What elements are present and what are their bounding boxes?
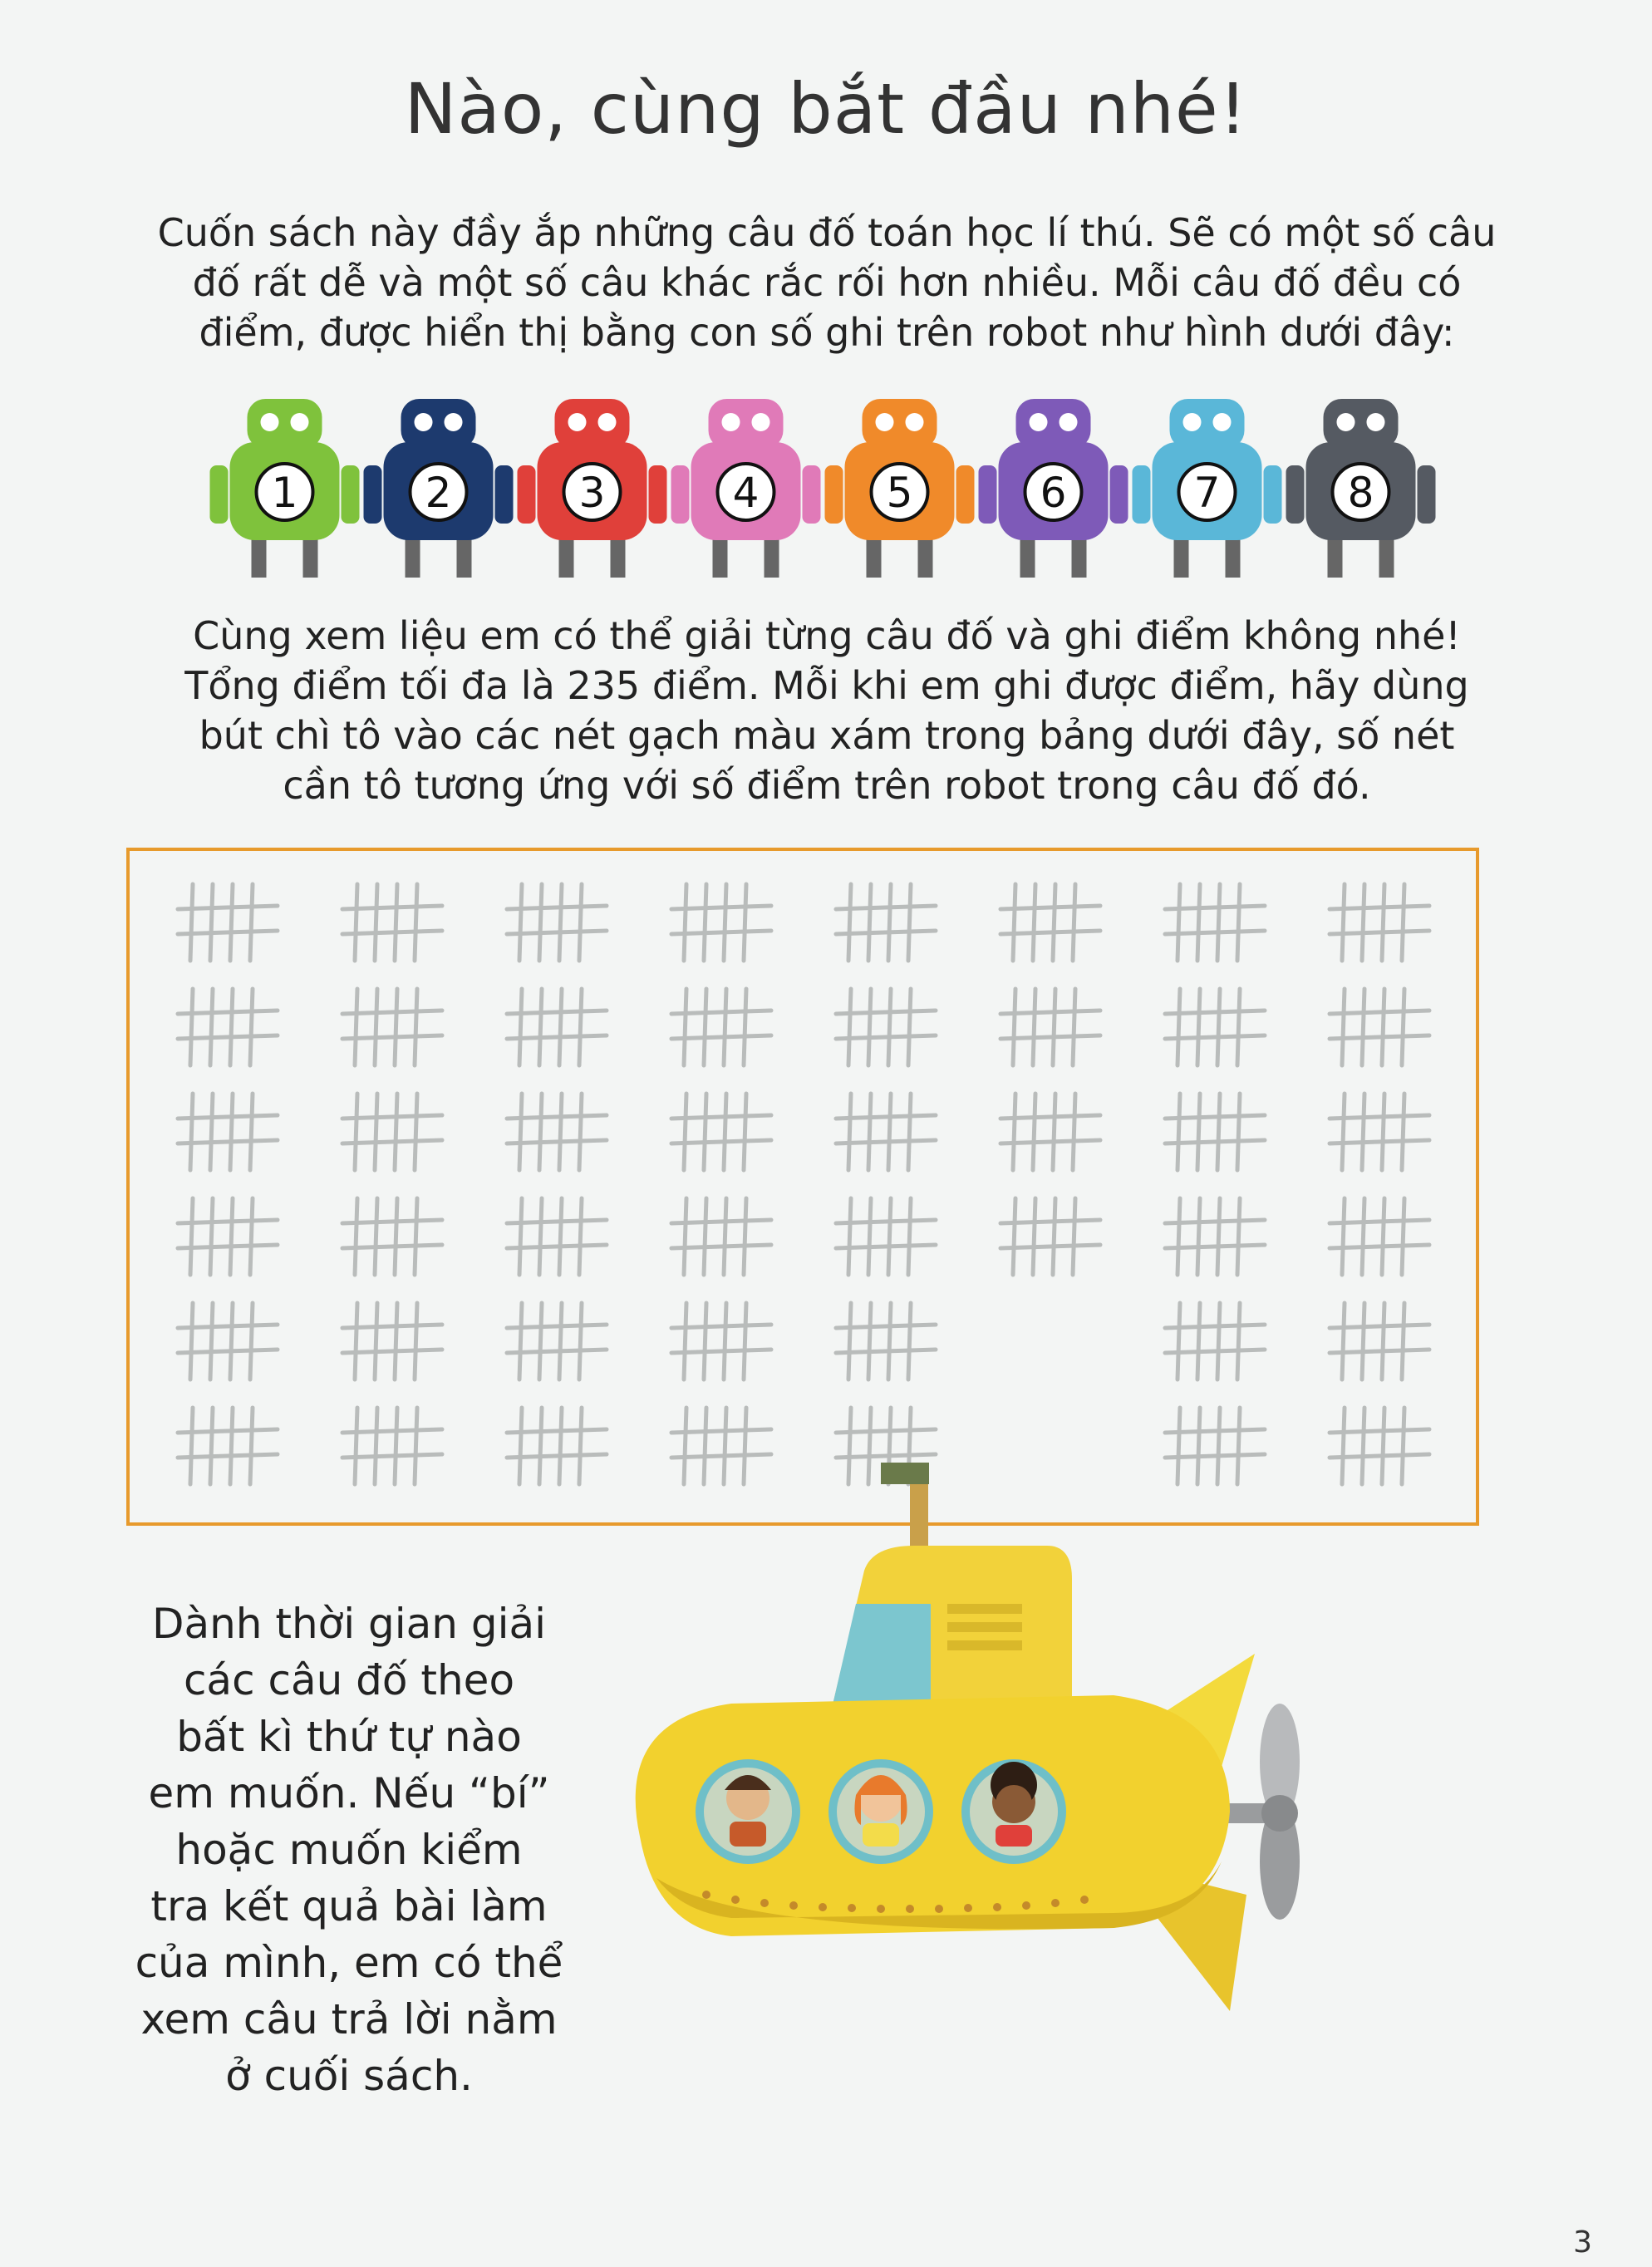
tally-stroke bbox=[1178, 1198, 1180, 1275]
tally-stroke bbox=[888, 989, 891, 1065]
tally-stroke bbox=[1073, 1198, 1075, 1275]
tally-stroke bbox=[210, 1198, 213, 1275]
tally-mark-group bbox=[507, 989, 607, 1065]
tally-stroke bbox=[1217, 1094, 1220, 1170]
tally-stroke bbox=[210, 989, 213, 1065]
tally-stroke bbox=[579, 1303, 582, 1379]
tally-stroke bbox=[848, 884, 851, 961]
tally-stroke bbox=[579, 989, 582, 1065]
tally-mark-group bbox=[507, 1198, 607, 1275]
tally-stroke bbox=[1053, 1094, 1055, 1170]
tally-stroke bbox=[230, 884, 233, 961]
scoring-paragraph bbox=[125, 611, 1529, 810]
tally-stroke bbox=[190, 1303, 193, 1379]
tally-mark-group bbox=[1165, 1303, 1265, 1379]
tally-stroke bbox=[1362, 1198, 1364, 1275]
tally-mark-group bbox=[342, 884, 442, 961]
tally-stroke bbox=[724, 1094, 726, 1170]
tip-line: hoặc muốn kiểm bbox=[175, 1826, 523, 1874]
tally-stroke bbox=[190, 1408, 193, 1484]
tally-stroke bbox=[1073, 989, 1075, 1065]
tally-mark-group bbox=[671, 1198, 771, 1275]
tip-line: của mình, em có thể bbox=[135, 1939, 563, 1987]
tally-stroke bbox=[848, 1198, 851, 1275]
intro-line: điểm, được hiển thị bằng con số ghi trên robot như hình dưới đây: bbox=[199, 310, 1455, 355]
tally-stroke bbox=[1342, 1094, 1345, 1170]
robot-number-label: 5 bbox=[886, 469, 913, 517]
tally-stroke bbox=[355, 1408, 357, 1484]
tally-stroke bbox=[539, 1198, 542, 1275]
tally-stroke bbox=[579, 1198, 582, 1275]
tally-stroke bbox=[519, 1408, 522, 1484]
tally-stroke bbox=[1217, 1303, 1220, 1379]
tally-stroke bbox=[1217, 989, 1220, 1065]
tally-stroke bbox=[848, 989, 851, 1065]
tally-mark-group bbox=[671, 1094, 771, 1170]
scoring-line: Cùng xem liệu em có thể giải từng câu đố và ghi điểm không nhé! bbox=[193, 613, 1461, 658]
tally-stroke bbox=[1402, 1094, 1404, 1170]
tally-stroke bbox=[1237, 1198, 1240, 1275]
tally-stroke bbox=[704, 1198, 706, 1275]
robot-8-icon bbox=[1286, 399, 1436, 578]
tally-stroke bbox=[724, 884, 726, 961]
tally-stroke bbox=[190, 884, 193, 961]
tally-stroke bbox=[519, 1198, 522, 1275]
robot-1-icon bbox=[210, 399, 360, 578]
tally-mark-group bbox=[1330, 1198, 1429, 1275]
tally-stroke bbox=[1362, 1408, 1364, 1484]
tally-stroke bbox=[1178, 1303, 1180, 1379]
tally-stroke bbox=[1382, 1408, 1384, 1484]
tally-stroke bbox=[744, 1094, 746, 1170]
tally-stroke bbox=[355, 989, 357, 1065]
intro-line: đố rất dễ và một số câu khác rắc rối hơn nhiều. Mỗi câu đố đều có bbox=[192, 260, 1462, 305]
tally-stroke bbox=[395, 989, 397, 1065]
tally-stroke bbox=[415, 884, 417, 961]
tally-stroke bbox=[559, 989, 562, 1065]
robot-5-icon bbox=[825, 399, 975, 578]
tally-mark-group bbox=[836, 1094, 936, 1170]
tally-mark-group bbox=[342, 1408, 442, 1484]
tally-mark-group bbox=[178, 1408, 278, 1484]
tally-stroke bbox=[704, 884, 706, 961]
porthole-icon bbox=[966, 1762, 1062, 1860]
tally-stroke bbox=[908, 1198, 911, 1275]
tally-stroke bbox=[415, 1408, 417, 1484]
tally-stroke bbox=[1013, 1198, 1015, 1275]
tally-stroke bbox=[210, 1094, 213, 1170]
robot-number-label: 2 bbox=[425, 469, 452, 517]
tally-mark-group bbox=[836, 884, 936, 961]
tally-mark-group bbox=[836, 989, 936, 1065]
tally-stroke bbox=[539, 1094, 542, 1170]
tally-stroke bbox=[375, 1408, 377, 1484]
scoring-line: bút chì tô vào các nét gạch màu xám trong bảng dưới đây, số nét bbox=[199, 713, 1455, 758]
robot-2-icon bbox=[364, 399, 514, 578]
tally-mark-group bbox=[1330, 1408, 1429, 1484]
tally-stroke bbox=[684, 1303, 686, 1379]
tip-line: Dành thời gian giải bbox=[151, 1600, 547, 1648]
tally-mark-group bbox=[1165, 1094, 1265, 1170]
tally-score-box bbox=[126, 848, 1479, 1526]
tip-line: em muốn. Nếu “bí” bbox=[148, 1769, 550, 1817]
tally-stroke bbox=[908, 1094, 911, 1170]
tally-mark-group bbox=[507, 884, 607, 961]
tally-stroke bbox=[395, 1303, 397, 1379]
tally-stroke bbox=[684, 1198, 686, 1275]
tally-stroke bbox=[1197, 884, 1200, 961]
tally-stroke bbox=[210, 1408, 213, 1484]
tally-mark-group bbox=[671, 1303, 771, 1379]
tally-stroke bbox=[559, 1303, 562, 1379]
tally-stroke bbox=[744, 884, 746, 961]
tally-stroke bbox=[848, 1094, 851, 1170]
tally-stroke bbox=[395, 1198, 397, 1275]
tally-stroke bbox=[519, 989, 522, 1065]
tally-stroke bbox=[868, 884, 871, 961]
intro-line: Cuốn sách này đầy ắp những câu đố toán học lí thú. Sẽ có một số câu bbox=[157, 210, 1497, 255]
tally-stroke bbox=[375, 884, 377, 961]
tally-stroke bbox=[684, 884, 686, 961]
tally-stroke bbox=[1402, 884, 1404, 961]
tally-stroke bbox=[375, 1198, 377, 1275]
tally-stroke bbox=[539, 884, 542, 961]
tally-stroke bbox=[190, 1094, 193, 1170]
tally-stroke bbox=[1013, 1094, 1015, 1170]
robot-number-label: 6 bbox=[1040, 469, 1067, 517]
tally-mark-group bbox=[836, 1303, 936, 1379]
tally-stroke bbox=[355, 884, 357, 961]
tally-stroke bbox=[519, 884, 522, 961]
tally-stroke bbox=[559, 884, 562, 961]
tally-stroke bbox=[1382, 884, 1384, 961]
tally-stroke bbox=[1053, 1198, 1055, 1275]
tally-stroke bbox=[230, 1408, 233, 1484]
tally-stroke bbox=[1402, 1408, 1404, 1484]
tally-stroke bbox=[908, 884, 911, 961]
tally-mark-group bbox=[178, 1303, 278, 1379]
tally-stroke bbox=[1342, 989, 1345, 1065]
tally-stroke bbox=[1362, 1094, 1364, 1170]
tally-stroke bbox=[375, 1094, 377, 1170]
tally-stroke bbox=[1342, 1408, 1345, 1484]
tally-mark-group bbox=[1165, 884, 1265, 961]
tally-stroke bbox=[1013, 884, 1015, 961]
robots-svg bbox=[208, 391, 1438, 590]
tally-stroke bbox=[395, 1094, 397, 1170]
tally-stroke bbox=[1197, 1094, 1200, 1170]
intro-paragraph bbox=[125, 208, 1529, 357]
tally-mark-group bbox=[836, 1198, 936, 1275]
tally-stroke bbox=[1362, 1303, 1364, 1379]
tally-stroke bbox=[375, 989, 377, 1065]
robot-number-label: 8 bbox=[1347, 469, 1374, 517]
tally-stroke bbox=[684, 989, 686, 1065]
tally-mark-group bbox=[342, 1094, 442, 1170]
tally-mark-group bbox=[1330, 1094, 1429, 1170]
tally-mark-group bbox=[1001, 884, 1100, 961]
tally-stroke bbox=[1342, 1303, 1345, 1379]
tally-stroke bbox=[1033, 1198, 1035, 1275]
tally-stroke bbox=[744, 989, 746, 1065]
tip-line: bất kì thứ tự nào bbox=[176, 1713, 522, 1761]
tally-mark-group bbox=[1001, 1094, 1100, 1170]
tally-stroke bbox=[908, 989, 911, 1065]
tally-stroke bbox=[1197, 1198, 1200, 1275]
tally-stroke bbox=[375, 1303, 377, 1379]
tally-stroke bbox=[1073, 1094, 1075, 1170]
tally-stroke bbox=[868, 1094, 871, 1170]
robot-number-label: 3 bbox=[578, 469, 606, 517]
tally-stroke bbox=[395, 1408, 397, 1484]
tally-stroke bbox=[559, 1198, 562, 1275]
tally-stroke bbox=[1362, 884, 1364, 961]
tally-stroke bbox=[579, 1094, 582, 1170]
tally-stroke bbox=[888, 1198, 891, 1275]
tally-stroke bbox=[210, 1303, 213, 1379]
tally-stroke bbox=[250, 1408, 253, 1484]
tally-stroke bbox=[1402, 989, 1404, 1065]
tally-stroke bbox=[704, 989, 706, 1065]
tally-mark-group bbox=[671, 989, 771, 1065]
tally-mark-group bbox=[1001, 1198, 1100, 1275]
tally-stroke bbox=[1033, 884, 1035, 961]
porthole-icon bbox=[833, 1763, 929, 1860]
tally-mark-group bbox=[178, 1094, 278, 1170]
tally-stroke bbox=[415, 1303, 417, 1379]
robot-number-label: 7 bbox=[1193, 469, 1221, 517]
robot-points-row bbox=[208, 391, 1438, 590]
scoring-line: Tổng điểm tối đa là 235 điểm. Mỗi khi em ghi được điểm, hãy dùng bbox=[184, 663, 1469, 708]
robot-number-label: 4 bbox=[732, 469, 760, 517]
tally-stroke bbox=[579, 884, 582, 961]
tally-stroke bbox=[1342, 1198, 1345, 1275]
tally-stroke bbox=[539, 989, 542, 1065]
tally-stroke bbox=[250, 884, 253, 961]
tally-stroke bbox=[848, 1303, 851, 1379]
tally-stroke bbox=[1382, 1303, 1384, 1379]
tally-mark-group bbox=[1001, 989, 1100, 1065]
tally-stroke bbox=[1197, 989, 1200, 1065]
tally-stroke bbox=[1178, 1094, 1180, 1170]
tally-mark-group bbox=[178, 1198, 278, 1275]
submarine-illustration bbox=[582, 1446, 1330, 2044]
tally-mark-group bbox=[342, 1303, 442, 1379]
tally-stroke bbox=[1402, 1198, 1404, 1275]
tip-line: xem câu trả lời nằm bbox=[140, 1995, 558, 2043]
tally-stroke bbox=[1237, 1303, 1240, 1379]
tally-stroke bbox=[684, 1094, 686, 1170]
tip-line: ở cuối sách. bbox=[225, 2052, 473, 2100]
tally-mark-group bbox=[1165, 1198, 1265, 1275]
tally-stroke bbox=[210, 884, 213, 961]
tally-mark-group bbox=[342, 1198, 442, 1275]
tally-stroke bbox=[1197, 1303, 1200, 1379]
tally-stroke bbox=[415, 989, 417, 1065]
tally-stroke bbox=[250, 1198, 253, 1275]
tally-stroke bbox=[1237, 989, 1240, 1065]
tally-stroke bbox=[1402, 1303, 1404, 1379]
tally-stroke bbox=[1237, 884, 1240, 961]
porthole-icon bbox=[700, 1763, 796, 1860]
tally-stroke bbox=[704, 1303, 706, 1379]
tally-stroke bbox=[1237, 1094, 1240, 1170]
tally-stroke bbox=[1033, 1094, 1035, 1170]
tally-stroke bbox=[868, 1303, 871, 1379]
tally-stroke bbox=[744, 1198, 746, 1275]
tally-stroke bbox=[539, 1303, 542, 1379]
tally-stroke bbox=[1382, 1198, 1384, 1275]
tally-stroke bbox=[724, 1198, 726, 1275]
tally-stroke bbox=[519, 1303, 522, 1379]
tally-stroke bbox=[724, 989, 726, 1065]
tip-line: tra kết quả bài làm bbox=[150, 1882, 548, 1930]
tally-stroke bbox=[888, 884, 891, 961]
tally-stroke bbox=[868, 1198, 871, 1275]
tally-mark-group bbox=[507, 1094, 607, 1170]
tally-mark-group bbox=[1165, 989, 1265, 1065]
tally-stroke bbox=[1362, 989, 1364, 1065]
robot-7-icon bbox=[1133, 399, 1282, 578]
tally-stroke bbox=[908, 1303, 911, 1379]
tally-stroke bbox=[539, 1408, 542, 1484]
tally-stroke bbox=[190, 1198, 193, 1275]
tally-stroke bbox=[230, 989, 233, 1065]
tally-mark-group bbox=[342, 989, 442, 1065]
robot-4-icon bbox=[671, 399, 821, 578]
tally-stroke bbox=[704, 1094, 706, 1170]
tally-stroke bbox=[1178, 884, 1180, 961]
tally-stroke bbox=[1217, 884, 1220, 961]
tally-stroke bbox=[250, 989, 253, 1065]
tally-stroke bbox=[395, 884, 397, 961]
tally-mark-group bbox=[178, 989, 278, 1065]
tally-stroke bbox=[190, 989, 193, 1065]
tally-stroke bbox=[355, 1303, 357, 1379]
tally-stroke bbox=[1382, 989, 1384, 1065]
tally-stroke bbox=[744, 1303, 746, 1379]
tip-paragraph bbox=[116, 1596, 582, 2104]
tally-stroke bbox=[230, 1303, 233, 1379]
tally-stroke bbox=[559, 1094, 562, 1170]
tally-mark-group bbox=[1330, 1303, 1429, 1379]
scoring-line: cần tô tương ứng với số điểm trên robot trong câu đố đó. bbox=[283, 763, 1371, 808]
robot-number-label: 1 bbox=[271, 469, 298, 517]
tally-stroke bbox=[888, 1094, 891, 1170]
tally-mark-group bbox=[507, 1303, 607, 1379]
robot-6-icon bbox=[979, 399, 1128, 578]
tally-stroke bbox=[559, 1408, 562, 1484]
tally-stroke bbox=[519, 1094, 522, 1170]
tally-mark-group bbox=[178, 884, 278, 961]
tally-stroke bbox=[868, 989, 871, 1065]
tally-stroke bbox=[888, 1303, 891, 1379]
tally-stroke bbox=[1217, 1198, 1220, 1275]
robot-3-icon bbox=[518, 399, 667, 578]
tally-stroke bbox=[1053, 989, 1055, 1065]
tally-mark-group bbox=[1330, 884, 1429, 961]
tally-stroke bbox=[1053, 884, 1055, 961]
tally-stroke bbox=[1178, 989, 1180, 1065]
tally-stroke bbox=[1342, 884, 1345, 961]
tally-stroke bbox=[355, 1198, 357, 1275]
tally-stroke bbox=[1382, 1094, 1384, 1170]
tally-stroke bbox=[230, 1198, 233, 1275]
tally-stroke bbox=[724, 1303, 726, 1379]
page-title: Nào, cùng bắt đầu nhé! bbox=[404, 68, 1248, 150]
tally-mark-group bbox=[1330, 989, 1429, 1065]
tally-stroke bbox=[415, 1094, 417, 1170]
tally-stroke bbox=[355, 1094, 357, 1170]
tally-stroke bbox=[250, 1303, 253, 1379]
tally-stroke bbox=[250, 1094, 253, 1170]
tally-stroke bbox=[1073, 884, 1075, 961]
tally-stroke bbox=[1033, 989, 1035, 1065]
tally-stroke bbox=[415, 1198, 417, 1275]
tally-stroke bbox=[230, 1094, 233, 1170]
tally-stroke bbox=[1013, 989, 1015, 1065]
tally-mark-group bbox=[671, 884, 771, 961]
tally-marks-grid bbox=[130, 851, 1476, 1522]
page-number: 3 bbox=[1573, 2225, 1592, 2260]
tip-line: các câu đố theo bbox=[183, 1656, 515, 1704]
